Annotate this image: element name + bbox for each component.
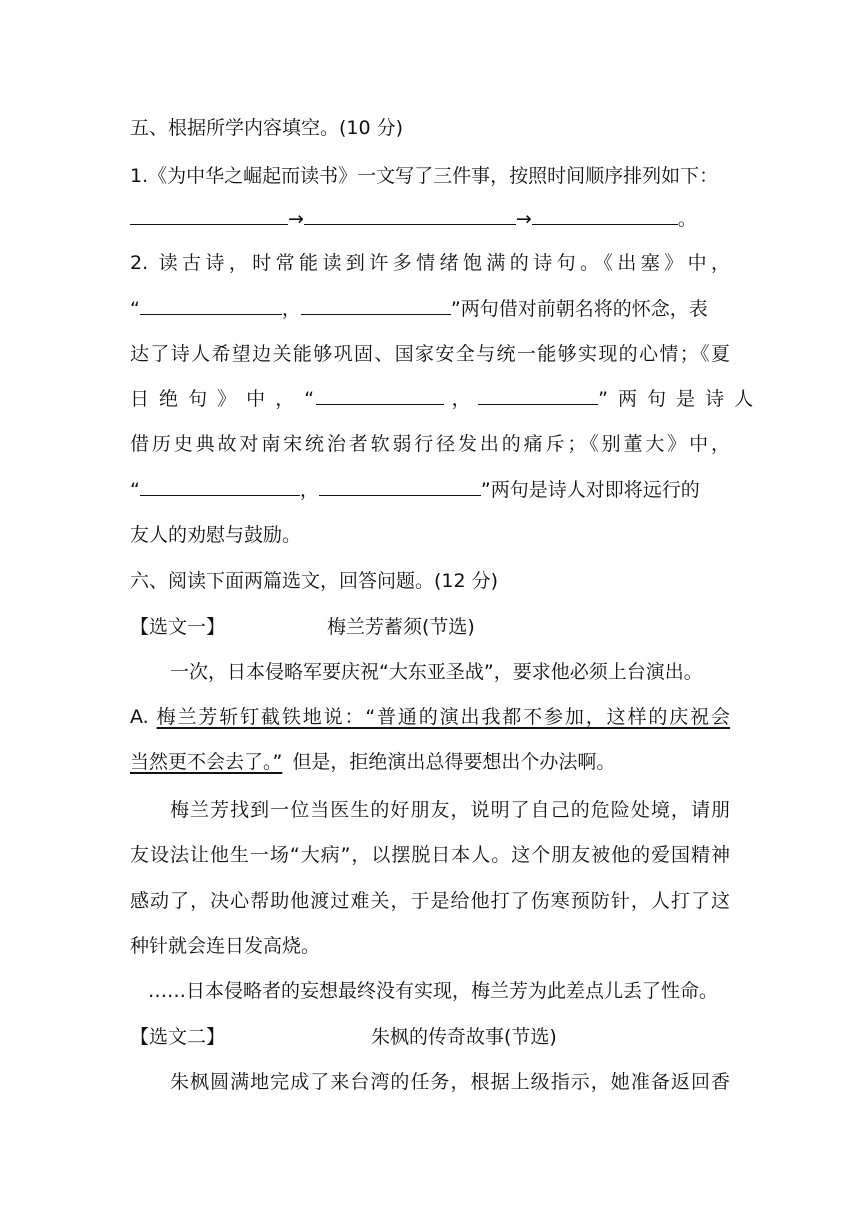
q2-line-1: 2. 读古诗，时常能读到许多情绪饱满的诗句。《出塞》中， xyxy=(130,252,730,274)
q2-open-quote-2: “ xyxy=(130,479,140,501)
passage1-p1: 一次，日本侵略军要庆祝“大东亚圣战”，要求他必须上台演出。 xyxy=(170,661,703,683)
q1-arrow-1: → xyxy=(288,208,304,230)
q2-blank-4[interactable] xyxy=(478,386,598,405)
q2-line-7: 友人的劝慰与鼓励。 xyxy=(130,524,302,546)
q2-line-4 xyxy=(130,386,756,412)
passage1-label: 【选文一】 xyxy=(130,616,226,638)
section5-heading: 五、根据所学内容填空。(10 分) xyxy=(130,117,404,139)
q2-line-4-head: 日 绝 句 》 中 ， “ xyxy=(130,388,317,410)
passage1-p2-line-4: 种针就会连日发高烧。 xyxy=(130,935,321,957)
q1-text: 1.《为中华之崛起而读书》一文写了三件事，按照时间顺序排列如下： xyxy=(130,165,719,187)
q2-comma-2: ， xyxy=(451,388,471,410)
passage1-header xyxy=(130,614,730,640)
q2-line-2-tail: ”两句借对前朝名将的怀念，表 xyxy=(450,298,708,320)
q2-blank-2[interactable] xyxy=(301,296,451,315)
q2-line-4-tail: ” 两 句 是 诗 人 xyxy=(598,388,756,410)
q1-end: 。 xyxy=(677,208,697,230)
passage1-a-line-2 xyxy=(130,749,730,775)
passage1-a-label: A. xyxy=(130,706,157,728)
q2-blank-5[interactable] xyxy=(140,477,300,496)
q2-line-2 xyxy=(130,296,730,322)
section6-heading: 六、阅读下面两篇选文，回答问题。(12 分) xyxy=(130,570,499,592)
passage1-p2-line-2: 友设法让他生一场“大病”，以摆脱日本人。这个朋友被他的爱国精神 xyxy=(130,844,730,866)
passage1-p3: ……日本侵略者的妄想最终没有实现，梅兰芳为此差点儿丢了性命。 xyxy=(148,980,719,1002)
q2-open-quote-1: “ xyxy=(130,298,140,320)
q2-blank-6[interactable] xyxy=(319,477,481,496)
q1-arrow-2: → xyxy=(515,208,532,230)
q1-answer-line xyxy=(130,206,730,232)
passage1-a-tail: 但是，拒绝演出总得要想出个办法啊。 xyxy=(292,751,616,773)
q2-blank-1[interactable] xyxy=(140,296,282,315)
q2-comma-3: ， xyxy=(299,479,319,501)
passage1-a-sentence-part2: 当然更不会去了。” xyxy=(130,751,283,773)
q2-line-6 xyxy=(130,477,730,503)
q2-line-6-tail: ”两句是诗人对即将远行的 xyxy=(480,479,700,501)
passage2-label: 【选文二】 xyxy=(130,1026,226,1048)
passage2-header xyxy=(130,1024,730,1050)
q1-blank-2[interactable] xyxy=(304,206,516,225)
q2-comma-1: ， xyxy=(281,298,301,320)
passage1-a-line-1 xyxy=(130,704,730,730)
passage2-p1: 朱枫圆满地完成了来台湾的任务，根据上级指示，她准备返回香 xyxy=(170,1071,730,1093)
q2-blank-3[interactable] xyxy=(316,386,444,405)
passage1-title: 梅兰芳蓄须(节选) xyxy=(327,616,475,638)
q1-blank-3[interactable] xyxy=(532,206,678,225)
passage1-a-sentence-part1: 梅兰芳斩钉截铁地说：“普通的演出我都不参加，这样的庆祝会 xyxy=(156,706,730,728)
passage2-title: 朱枫的传奇故事(节选) xyxy=(371,1026,557,1048)
q1-blank-1[interactable] xyxy=(130,206,288,225)
q2-line-5: 借历史典故对南宋统治者软弱行径发出的痛斥；《别董大》中， xyxy=(130,433,730,455)
passage1-p2-line-1: 梅兰芳找到一位当医生的好朋友，说明了自己的危险处境，请朋 xyxy=(170,799,730,821)
passage1-p2-line-3: 感动了，决心帮助他渡过难关，于是给他打了伤寒预防针，人打了这 xyxy=(130,890,730,912)
q2-line-3: 达了诗人希望边关能够巩固、国家安全与统一能够实现的心情；《夏 xyxy=(130,343,730,365)
